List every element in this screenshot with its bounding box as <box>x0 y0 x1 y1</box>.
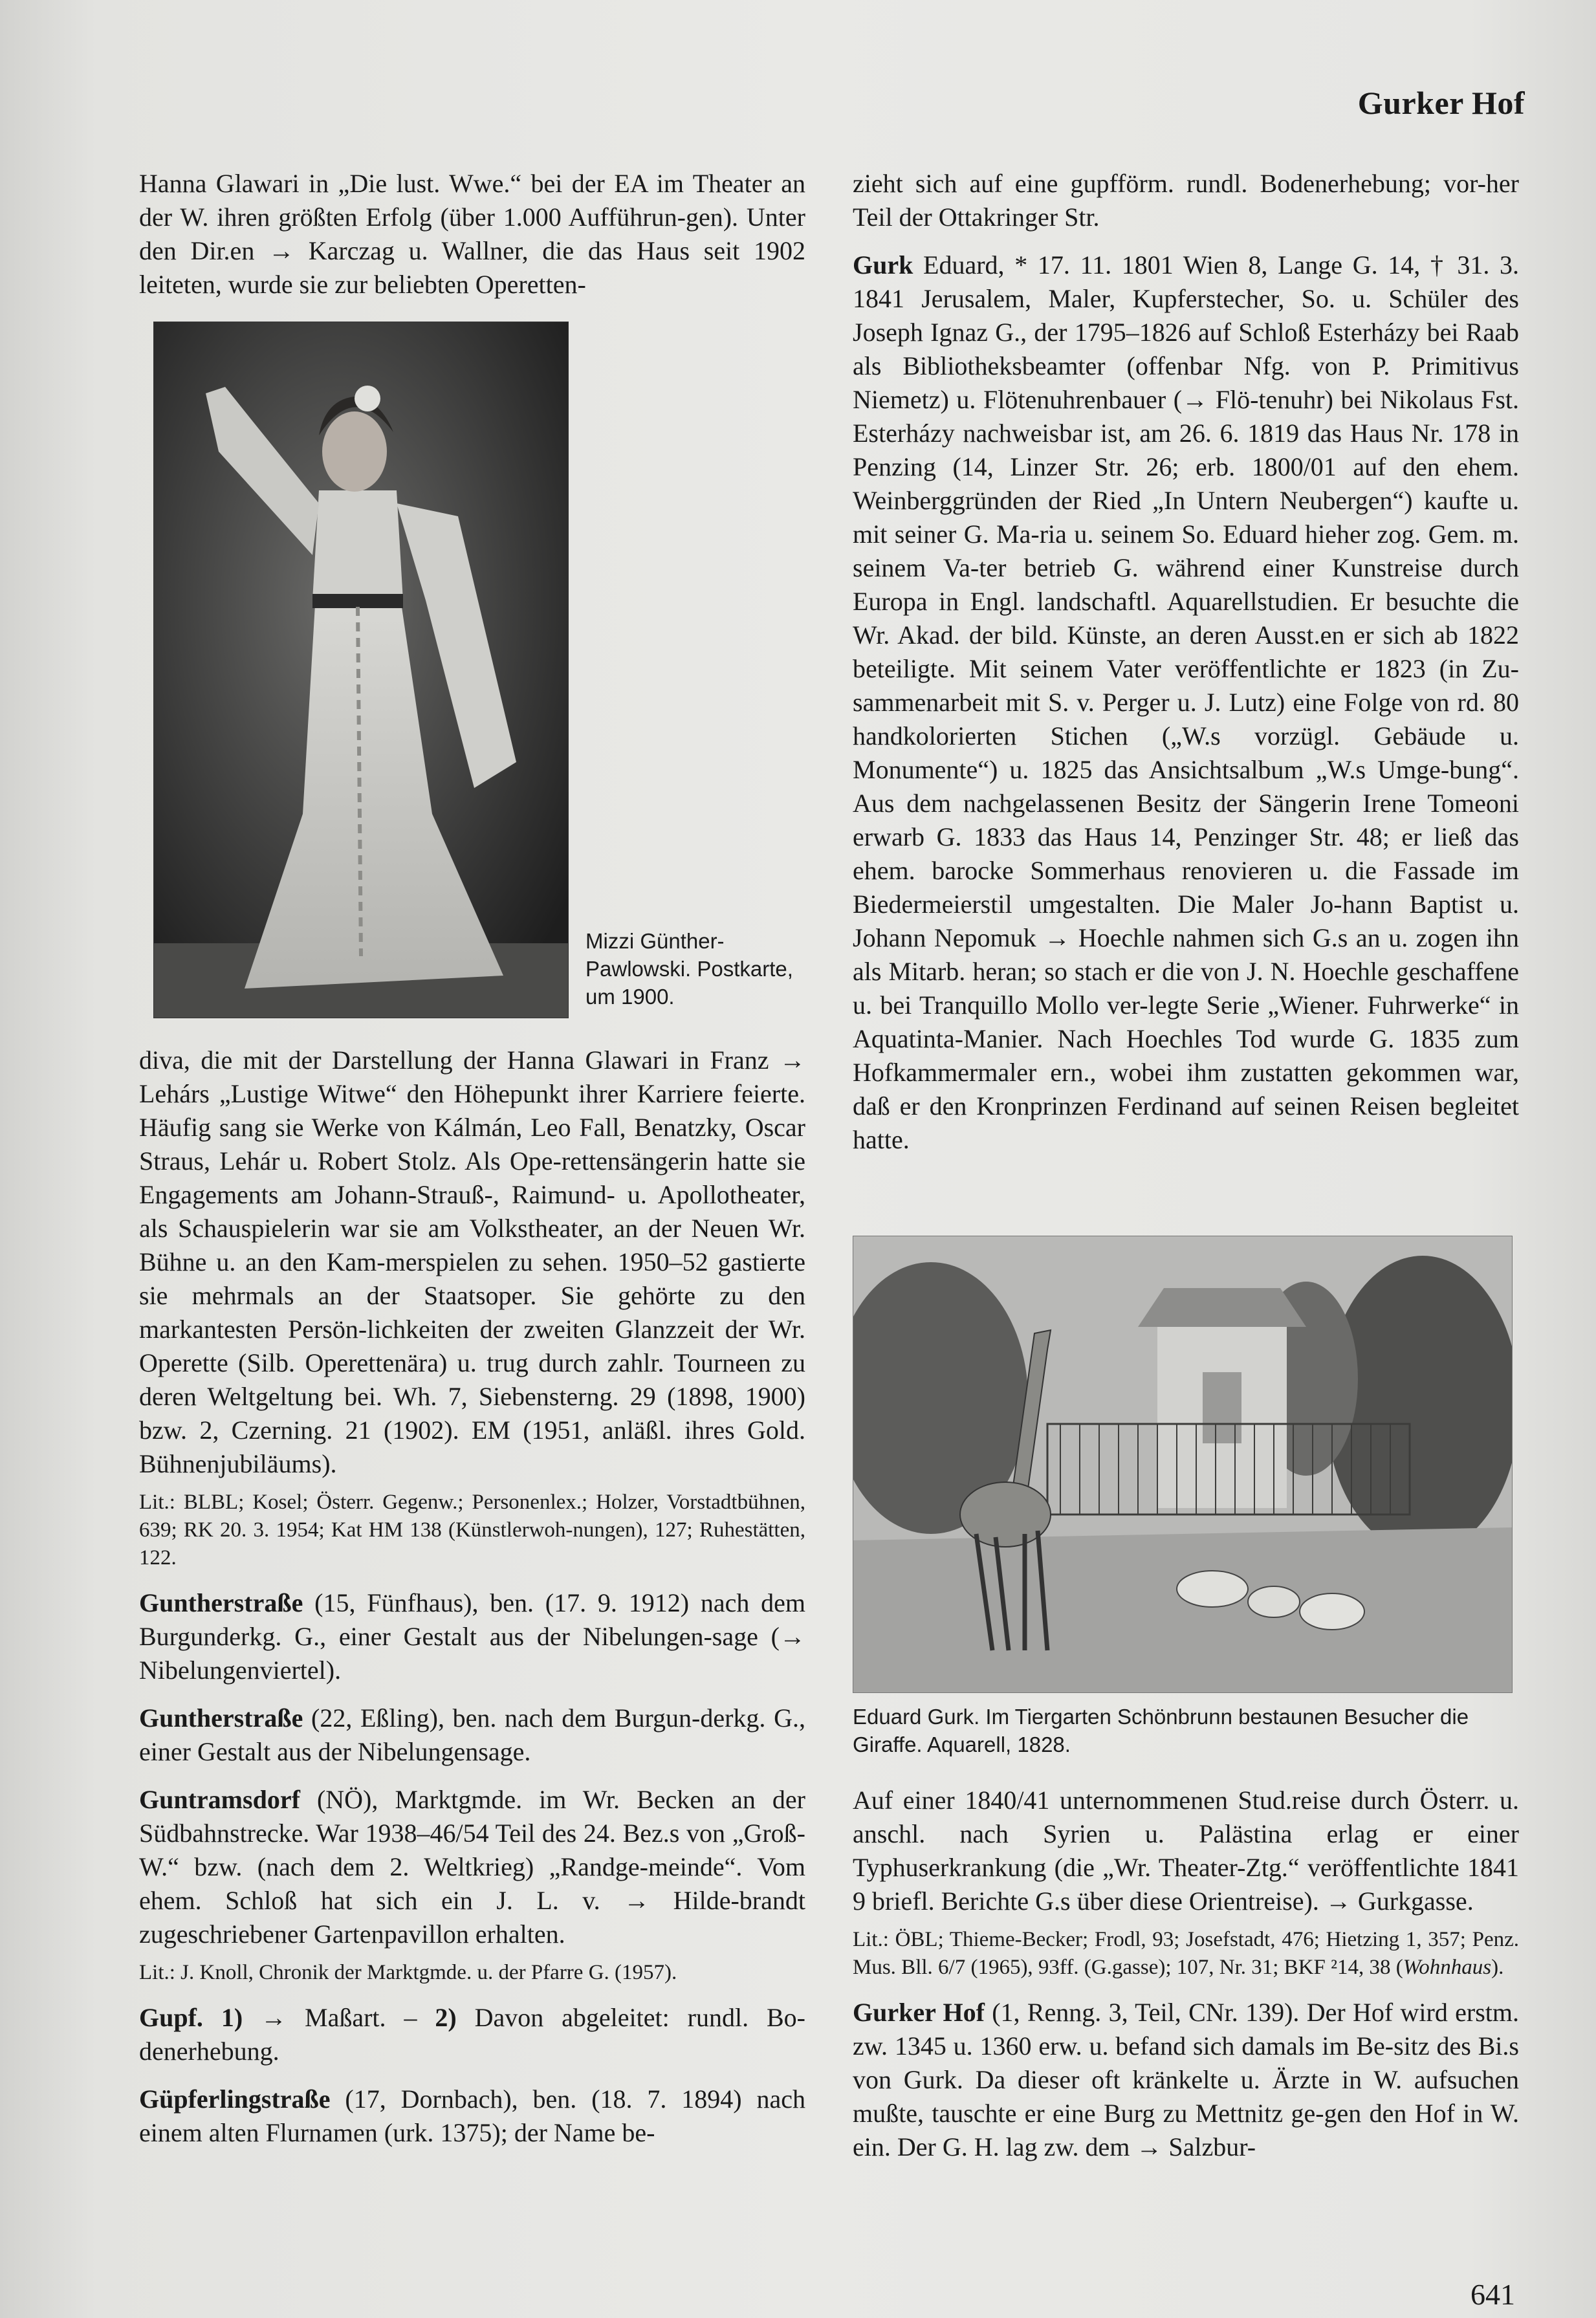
entry-guntherstrasse-15 <box>139 1586 805 1687</box>
portrait-illustration <box>154 322 568 1018</box>
entry-text: Auf einer 1840/41 unternommenen Stud.reise durch Österr. u. anschl. nach Syrien u. Palästina erlag er einer Typhuserkrankung (die „Wr. Theater-Ztg.“ veröffentlichte 1841 9 briefl. Berichte G.s über diese Orientreise). → Gurkgasse. <box>853 1786 1519 1916</box>
literature-note: Lit.: BLBL; Kosel; Österr. Gegenw.; Personenlex.; Holzer, Vorstadtbühnen, 639; RK 20. 3. 1954; Kat HM 138 (Künstlerwoh-nungen), 127; Ruhestätten, 122. <box>139 1491 805 1569</box>
entry-guepferlingstrasse <box>139 2083 805 2150</box>
entry-gurker-hof <box>853 1996 1519 2164</box>
headword: Gurker Hof <box>853 1998 985 2027</box>
left-column-bottom <box>139 1044 805 2150</box>
page-number: 641 <box>1470 2278 1515 2311</box>
portrait-photo <box>153 322 569 1018</box>
headword: Guntherstraße <box>139 1588 303 1617</box>
entry-text: Hanna Glawari in „Die lust. Wwe.“ bei der EA im Theater an der W. ihren größten Erfolg (über 1.000 Aufführun-gen). Unter den Dir.en → Karczag u. Wallner, die das Haus seit 1902 leiteten, wurde sie zur beliebten Operetten- <box>139 169 805 299</box>
entry-guntherstrasse-22 <box>139 1701 805 1769</box>
headword: Güpferlingstraße <box>139 2084 331 2114</box>
headword: Gurk <box>853 250 913 279</box>
literature-note: Lit.: ÖBL; Thieme-Becker; Frodl, 93; Josefstadt, 476; Hietzing 1, 357; Penz. Mus. Bll. 6/7 (1965), 93ff. (G.gasse); 107, Nr. 31; BKF ²14, 38 (Wohnhaus). <box>853 1928 1519 1979</box>
headword: Gupf. <box>139 2003 203 2032</box>
entry-body: (NÖ), Marktgmde. im Wr. Becken an der Südbahnstrecke. War 1938–46/54 Teil des 24. Bez.s von „Groß-W.“ bzw. (nach dem 2. Weltkrieg) „Randge-meinde“. Vom ehem. Schloß hat sich ein J. L. v. → Hilde-brandt zugeschriebener Gartenpavillon erhalten. <box>139 1785 805 1949</box>
headword: Guntramsdorf <box>139 1785 300 1814</box>
watercolour-caption: Eduard Gurk. Im Tiergarten Schönbrunn bestaunen Besucher die Giraffe. Aquarell, 1828. <box>853 1705 1469 1756</box>
entry-body: (17, Dornbach), ben. (18. 7. 1894) nach einem alten Flurnamen (urk. 1375); der Name be- <box>139 2084 805 2147</box>
literature-note: Lit.: J. Knoll, Chronik der Marktgmde. u. der Pfarre G. (1957). <box>139 1961 677 1984</box>
entry-guntramsdorf <box>139 1783 805 1951</box>
left-column-top <box>139 167 805 301</box>
entry-gupf: Gupf. 1) → Maßart. – 2) Davon abgeleitet: rundl. Bo-denerhebung. <box>139 2003 806 2066</box>
giraffe-scene <box>853 1236 1512 1692</box>
entry-gurk-eduard <box>853 248 1519 1157</box>
headword: Guntherstraße <box>139 1703 303 1733</box>
watercolour-illustration <box>853 1236 1513 1693</box>
entry-text: diva, die mit der Darstellung der Hanna Glawari in Franz → Lehárs „Lustige Witwe“ den Höhepunkt ihrer Karriere feierte. Häufig sang sie Werke von Kálmán, Leo Fall, Benatzky, Oscar Straus, Lehár u. Robert Stolz. Als Ope-rettensängerin hatte sie Engagements am Johann-Strauß-, Raimund- u. Apollotheater, als Schauspielerin war sie am Volkstheater, an der Neuen Wr. Bühne u. an den Kam-merspielen zu sehen. 1950–52 gastierte sie mehrmals an der Staatsoper. Sie gehörte zu den markantesten Persön-lichkeiten der zweiten Glanzzeit der Wr. Operette (Silb. Operettenära) u. trug durch zahlr. Tourneen zu deren Weltgeltung bei. Wh. 7, Siebensterng. 29 (1898, 1900) bzw. 2, Czerning. 21 (1902). EM (1951, anläßl. ihres Gold. Bühnenjubiläums). <box>139 1045 805 1478</box>
portrait-caption: Mizzi Günther-Pawlowski. Postkarte, um 1900. <box>585 929 793 1009</box>
entry-text: zieht sich auf eine gupfförm. rundl. Bodenerhebung; vor-her Teil der Ottakringer Str. <box>853 169 1519 232</box>
right-column-bottom <box>853 1784 1519 2164</box>
running-head: Gurker Hof <box>1357 85 1525 121</box>
entry-body: (22, Eßling), ben. nach dem Burgun-derkg. G., einer Gestalt aus der Nibelungensage. <box>139 1703 805 1766</box>
entry-body: (15, Fünfhaus), ben. (17. 9. 1912) nach dem Burgunderkg. G., einer Gestalt aus der Nibelungen-sage (→ Nibelungenviertel). <box>139 1588 805 1685</box>
right-column-top <box>853 167 1519 1157</box>
entry-body: Eduard, * 17. 11. 1801 Wien 8, Lange G. 14, † 31. 3. 1841 Jerusalem, Maler, Kupferstecher, So. u. Schüler des Joseph Ignaz G., der 1795–1826 auf Schloß Esterházy bei Raab als Bibliotheksbeamter (offenbar Nfg. von P. Primitivus Niemetz) u. Flötenuhrenbauer (→ Flö-tenuhr) bei Nikolaus Fst. Esterházy nachweisbar ist, am 26. 6. 1819 das Haus Nr. 178 in Penzing (14, Linzer Str. 26; erb. 1800/01 auf den ehem. Weinberggründen der Ried „In Untern Neubergen“) kaufte u. mit seiner G. Ma-ria u. seinem So. Eduard hieher zog. Gem. m. seinem Va-ter betrieb G. während einer Kunstreise durch Europa in Engl. landschaftl. Aquarellstudien. Er besuchte die Wr. Akad. der bild. Künste, an deren Ausst.en er sich ab 1822 beteiligte. Mit seinem Vater veröffentlichte er 1823 (in Zu-sammenarbeit mit S. v. Perger u. J. Lutz) eine Folge von rd. 80 handkolorierten Stichen („W.s vorzügl. Gebäude u. Monumente“) u. 1825 das Ansichtsalbum „W.s Umge-bung“. Aus dem nachgelassenen Besitz der Sängerin Irene Tomeoni erwarb G. 1833 das Haus 14, Penzinger Str. 48; er ließ das ehem. barocke Sommerhaus renovieren u. die Fassade im Biedermeierstil umgestalten. Die Maler Jo-hann Baptist u. Johann Nepomuk → Hoechle nahmen sich G.s an u. zogen ihn als Mitarb. heran; so stach er die von J. N. Hoechle geschaffene u. bei Tranquillo Mollo ver-legte Serie „Wiener. Fuhrwerke“ in Aquatinta-Manier. Nach Hoechles Tod wurde G. 1835 zum Hofkammermaler ern., wobei ihm zustatten gekommen war, daß er den Kronprinzen Ferdinand auf seinen Reisen begleitet hatte. <box>853 250 1519 1154</box>
entry-body: (1, Renng. 3, Teil, CNr. 139). Der Hof wird erstm. zw. 1345 u. 1360 erw. u. befand sich damals im Be-sitz des Bi.s von Gurk. Da dieser oft kränkelte u. Ärzte in W. aufsuchen mußte, tauschte er eine Burg zu Mettnitz ge-gen den Hof in W. ein. Der G. H. lag zw. dem → Salzbur- <box>853 1998 1519 2161</box>
